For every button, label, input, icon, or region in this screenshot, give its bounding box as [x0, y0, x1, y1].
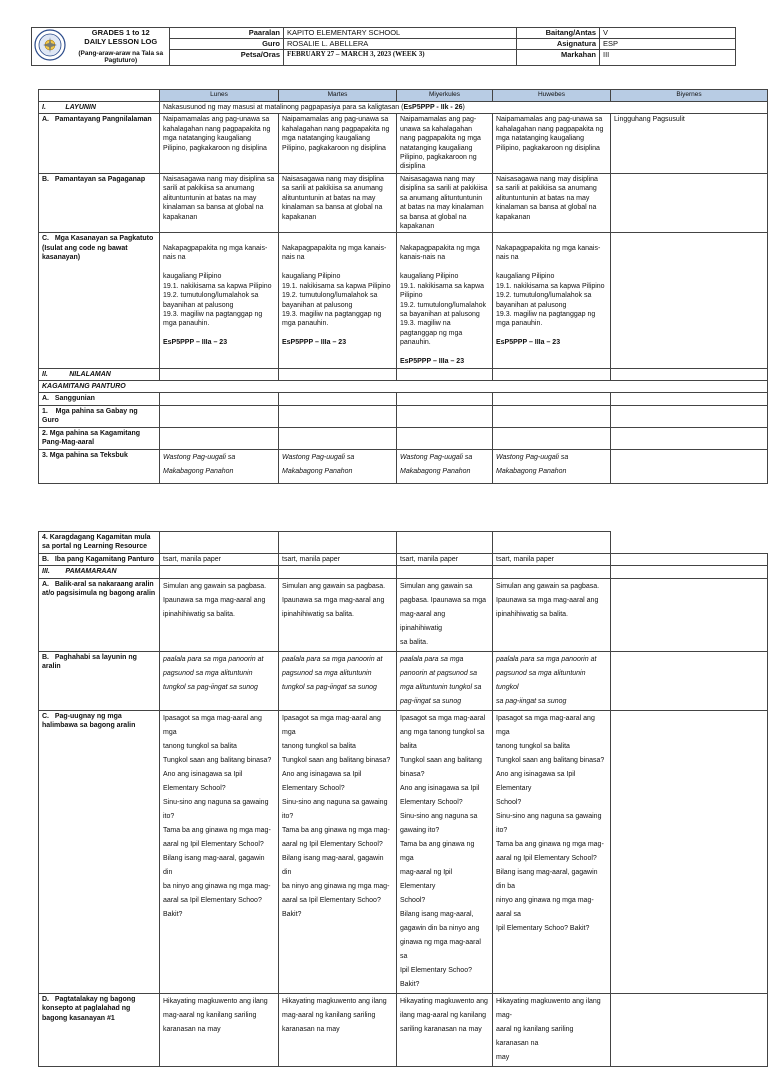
cell-line: Elementary School? [282, 784, 345, 792]
pb-m1: paalala para sa mga panoorin at [282, 655, 383, 663]
pc-martes [279, 710, 397, 993]
c-k2: 19.2. tumutulong/lumalahok sa bayanihan at palusong [163, 292, 259, 309]
cell-line: Tama ba ang ginawa ng mga mag- [163, 826, 271, 834]
cell-line: aaral ng Ipil Elementary School? [163, 840, 264, 848]
pa-l1: Simulan ang gawain sa pagbasa. [163, 582, 267, 590]
a-biyernes: Lingguhang Pagsusulit [611, 114, 768, 174]
layunin-title: LAYUNIN [65, 103, 96, 111]
lesson-table-part2 [38, 531, 768, 1067]
nilalaman-num: II. [42, 370, 48, 378]
asignatura-label: Asignatura [517, 39, 600, 50]
c-miyerkules [397, 233, 493, 368]
c-k1-2: 19.1. nakikisama sa kapwa Pilipino [282, 282, 391, 290]
pd-l3: karanasan na may [163, 1025, 221, 1033]
day-biyernes: Biyernes [611, 90, 768, 102]
pb-w4: pag-iingat sa sunog [400, 697, 462, 705]
markahan-label: Markahan [517, 50, 600, 66]
pc-title: Pag-uugnay ng mga halimbawa sa bagong aralin [42, 712, 136, 730]
pa-huwebes [493, 578, 611, 651]
pd-label: D. [42, 995, 49, 1003]
cell-line: Bakit? [282, 910, 302, 918]
petsa-label: Petsa/Oras [170, 50, 284, 66]
cell-line: ba ninyo ang ginawa ng mga mag- [282, 882, 390, 890]
pb-l2: pagsunod sa mga alituntunin [163, 669, 253, 677]
c-code-3: EsP5PPP – IIIa – 23 [400, 358, 465, 366]
teksbuk-l2: Makabagong Panahon [163, 467, 234, 475]
cell-line: balita [400, 742, 417, 750]
pd-l1: Hikayating magkuwento ang ilang [163, 997, 268, 1005]
c-k2-4: 19.2. tumutulong/lumalahok sa bayanihan at palusong [496, 292, 592, 309]
pb-martes [279, 651, 397, 710]
pd-m1: Hikayating magkuwento ang ilang [282, 997, 387, 1005]
c-lunes [160, 233, 279, 368]
b-huwebes: Naisasagawa nang may disiplina sa sarili at pakikiisa sa anumang alituntuntunin at batas na may kinalaman sa bansa at global na kapakanan [493, 173, 611, 233]
cell-line: Ano ang isinagawa sa Ipil [400, 784, 480, 792]
teksbuk-title: 3. Mga pahina sa Teksbuk [39, 449, 160, 483]
pb-m3: tungkol sa pag-iingat sa sunog [282, 683, 377, 691]
cell-line: Tama ba ang ginawa ng mga mag- [496, 840, 604, 848]
teksbuk-martes [279, 449, 397, 483]
teksbuk-w2: Makabagong Panahon [400, 467, 471, 475]
cell-line: Bilang isang mag-aaral, gagawin din [282, 854, 384, 876]
pa-h1: Simulan ang gawain sa pagbasa. [496, 582, 600, 590]
kagamitan-heading: KAGAMITANG PANTURO [39, 381, 768, 393]
c-title: Mga Kasanayan sa Pagkatuto (Isulat ang code ng bawat kasanayan) [42, 235, 154, 262]
paaralan-value: KAPITO ELEMENTARY SCHOOL [284, 28, 517, 39]
cell-line: ninyo ang ginawa ng mga mag-aaral sa [496, 896, 594, 918]
title-dll: DAILY LESSON LOG [84, 37, 158, 46]
cell-line: Bilang isang mag-aaral, gagawin din ba [496, 868, 598, 890]
a-lunes: Naipamamalas ang pag-unawa sa kahalagahan nang pagpapakita ng mga natatanging kaugaliang Pilipino, pagkakaroon ng disiplina [160, 114, 279, 174]
layunin-num: I. [42, 103, 46, 111]
cell-line: tanong tungkol sa balita [163, 742, 237, 750]
cell-line: Ipil Elementary Schoo? Bakit? [496, 924, 590, 932]
cell-line: Tungkol saan ang balitang binasa? [163, 756, 272, 764]
pd-m3: karanasan na may [282, 1025, 340, 1033]
b-title: Pamantayan sa Pagaganap [54, 175, 146, 183]
a-miyerkules: Naipamamalas ang pag-unawa sa kahalagahan nang pagpapakita ng mga natatanging kaugaliang Pilipino, pagkakaroon ng disiplina [397, 114, 493, 174]
pa-lunes [160, 578, 279, 651]
c-k1-3: 19.1. nakikisama sa kapwa Pilipino [400, 282, 485, 300]
pd-martes [279, 993, 397, 1066]
day-huwebes: Huwebes [493, 90, 611, 102]
c-k3-2: 19.3. magiliw na pagtanggap ng mga panauhin. [282, 310, 382, 328]
pb-w3: mga alituntunin tungkol sa [400, 683, 482, 691]
c-code-2: EsP5PPP – IIIa – 23 [282, 339, 347, 347]
pamamaraan-title: PAMAMARAAN [65, 568, 117, 576]
pa-title: Balik-aral sa nakaraang aralin at/o pagsisimula ng bagong aralin [42, 580, 156, 598]
iba-label: B. [42, 555, 49, 563]
c-huwebes [493, 233, 611, 368]
layunin-row [160, 101, 768, 113]
markahan-value: III [600, 50, 736, 66]
cell-line: Sinu-sino ang naguna sa [400, 812, 478, 820]
cell-line: Elementary School? [163, 784, 226, 792]
cell-line: aaral sa Ipil Elementary Schoo? [163, 896, 262, 904]
pa-miyerkules [397, 578, 493, 651]
guro-label: Guro [170, 39, 284, 50]
cell-line: ba ninyo ang ginawa ng mga mag- [163, 882, 271, 890]
c-k3-3: 19.3. magiliw na pagtanggap ng mga panauhin. [400, 320, 463, 347]
pa-m2: Ipaunawa sa mga mag-aaral ang [282, 596, 385, 604]
cell-line: ang mga tanong tungkol sa [400, 728, 485, 736]
pd-h1: Hikayating magkuwento ang ilang mag- [496, 997, 601, 1019]
b-martes: Naisasagawa nang may disiplina sa sarili at pakikiisa sa anumang alituntuntunin at batas na may kinalaman sa bansa at global na kapakanan [279, 173, 397, 233]
c-k-4: kaugaliang Pilipino [496, 273, 555, 281]
c-k3: 19.3. magiliw na pagtanggap ng mga panauhin. [163, 310, 263, 328]
pa-m3: ipinahihiwatig sa balita. [282, 610, 354, 618]
cell-line: Ano ang isinagawa sa Ipil Elementary [496, 770, 576, 792]
title-grades: GRADES 1 to 12 [91, 28, 150, 37]
teksbuk-miyerkules [397, 449, 493, 483]
iba-lunes: tsart, manila paper [160, 553, 279, 565]
cell-line: gawaing ito? [400, 826, 440, 834]
petsa-value: FEBRUARY 27 – MARCH 3, 2023 (WEEK 3) [284, 50, 517, 66]
lesson-table-part1 [38, 89, 768, 484]
pb-lunes [160, 651, 279, 710]
pb-miyerkules [397, 651, 493, 710]
c-intro-4: Nakapagpapakita ng mga kanais-nais na [496, 244, 601, 262]
c-intro-3: Nakapagpapakita ng mga kanais-nais na [400, 244, 480, 262]
pb-h1: paalala para sa mga panoorin at [496, 655, 597, 663]
cell-line: Tungkol saan ang balitang binasa? [282, 756, 391, 764]
pa-h2: Ipaunawa sa mga mag-aaral ang [496, 596, 599, 604]
c-intro: Nakapagpapakita ng mga kanais-nais na [163, 244, 268, 262]
pc-miyerkules [397, 710, 493, 993]
pb-title: Paghahabi sa layunin ng aralin [42, 653, 137, 671]
header-table [31, 27, 736, 66]
cell-line: Sinu-sino ang naguna sa gawaing [282, 798, 388, 806]
pd-miyerkules [397, 993, 493, 1066]
cell-line: Tama ba ang ginawa ng mga [400, 840, 475, 862]
sanggunian-title: Sanggunian [54, 395, 95, 403]
cell-line: Ipasagot sa mga mag-aaral ang mga [282, 714, 381, 736]
c-k-2: kaugaliang Pilipino [282, 273, 341, 281]
pa-w3: mag-aaral ang ipinahihiwatig [400, 610, 446, 632]
cell-line: Tungkol saan ang balitang binasa? [496, 756, 605, 764]
cell-line: School? [400, 896, 426, 904]
teksbuk-w1: Wastong Pag-uugali sa [400, 453, 473, 461]
pb-m2: pagsunod sa mga alituntunin [282, 669, 372, 677]
pd-lunes [160, 993, 279, 1066]
b-lunes: Naisasagawa nang may disiplina sa sarili at pakikiisa sa anumang alituntuntunin at batas na may kinalaman sa bansa at global na kapakanan [160, 173, 279, 233]
pamamaraan-num: III. [42, 568, 50, 576]
c-k1-4: 19.1. nakikisama sa kapwa Pilipino [496, 282, 605, 290]
cell-line: ito? [282, 812, 294, 820]
c-intro-2: Nakapagpapakita ng mga kanais-nais na [282, 244, 387, 262]
pb-huwebes [493, 651, 611, 710]
pb-w1: paalala para sa mga [400, 655, 464, 663]
pa-w4: sa balita. [400, 638, 429, 646]
pc-lunes [160, 710, 279, 993]
iba-title: Iba pang Kagamitang Panturo [54, 555, 155, 563]
cell-line: Elementary School? [400, 798, 463, 806]
pd-w3: sariling karanasan na may [400, 1025, 482, 1033]
layunin-text: Nakasusunod ng may masusi at matalinong pagpapasiya para sa kaligtasan ( [163, 103, 404, 111]
cell-line: mag-aaral ng Ipil Elementary [400, 868, 453, 890]
a-huwebes: Naipamamalas ang pag-unawa sa kahalagahan nang pagpapakita ng mga natatanging kaugaliang Pilipino, pagkakaroon ng disiplina [493, 114, 611, 174]
pd-w2: ilang mag-aaral ng kanilang [400, 1011, 486, 1019]
nilalaman-title: NILALAMAN [69, 370, 111, 378]
pa-w1: Simulan ang gawain sa [400, 582, 473, 590]
pb-h3: sa pag-iingat sa sunog [496, 697, 567, 705]
c-label: C. [42, 235, 49, 243]
cell-line: Ipasagot sa mga mag-aaral ang mga [496, 714, 595, 736]
cell-line: Tama ba ang ginawa ng mga mag- [282, 826, 390, 834]
cell-line: ito? [163, 812, 175, 820]
cell-line: aaral ng Ipil Elementary School? [282, 840, 383, 848]
cell-line: gagawin din ba ninyo ang [400, 924, 480, 932]
c-k2-3: 19.2. tumutulong/lumalahok sa bayanihan at palusong [400, 301, 486, 318]
a-label: A. [42, 116, 49, 124]
cell-line: Ano ang isinagawa sa Ipil [163, 770, 243, 778]
layunin-close: ) [462, 103, 465, 111]
pd-l2: mag-aaral ng kanilang sariling [163, 1011, 257, 1019]
cell-line: Tungkol saan ang balitang [400, 756, 482, 764]
cell-line: Bakit? [163, 910, 183, 918]
pb-l3: tungkol sa pag-iingat sa sunog [163, 683, 258, 691]
c-k2-2: 19.2. tumutulong/lumalahok sa bayanihan at palusong [282, 292, 378, 309]
c-k-3: kaugaliang Pilipino [400, 273, 459, 281]
teksbuk-m1: Wastong Pag-uugali sa [282, 453, 355, 461]
cell-line: Sinu-sino ang naguna sa gawaing ito? [496, 812, 602, 834]
pc-huwebes [493, 710, 611, 993]
teksbuk-m2: Makabagong Panahon [282, 467, 353, 475]
teksbuk-huwebes: Wastong Pag-uugali sa Makabagong Panahon [493, 449, 611, 483]
sanggunian-label: A. [42, 395, 49, 403]
cell-line: Bilang isang mag-aaral, [400, 910, 474, 918]
baitang-label: Baitang/Antas [517, 28, 600, 39]
b-miyerkules: Naisasagawa nang may disiplina sa sarili at pakikiisa sa anumang alituntuntunin at batas na may kinalaman sa bansa at global na kapakanan [397, 173, 493, 233]
cell-line: tanong tungkol sa balita [282, 742, 356, 750]
cell-line: ginawa ng mga mag-aaral sa [400, 938, 481, 960]
pb-h2: pagsunod sa mga alituntunin tungkol [496, 669, 586, 691]
iba-huwebes: tsart, manila paper [493, 553, 611, 565]
asignatura-value: ESP [600, 39, 736, 50]
cell-line: tanong tungkol sa balita [496, 742, 570, 750]
cell-line: Ipil Elementary Schoo? Bakit? [400, 966, 472, 988]
iba-martes: tsart, manila paper [279, 553, 397, 565]
pd-w1: Hikayating magkuwento ang [400, 997, 488, 1005]
cell-line: Bilang isang mag-aaral, gagawin din [163, 854, 265, 876]
guro-value: ROSALIE L. ABELLERA [284, 39, 517, 50]
iba-miyerkules: tsart, manila paper [397, 553, 493, 565]
day-martes: Martes [279, 90, 397, 102]
c-martes [279, 233, 397, 368]
pd-h3: may [496, 1053, 510, 1061]
pa-label: A. [42, 580, 49, 588]
teksbuk-lunes [160, 449, 279, 483]
a-martes: Naipamamalas ang pag-unawa sa kahalagahan nang pagpapakita ng mga natatanging kaugaliang Pilipino, pagkakaroon ng disiplina [279, 114, 397, 174]
paaralan-label: Paaralan [170, 28, 284, 39]
gabay-title: Mga pahina sa Gabay ng Guro [42, 407, 138, 425]
pd-h2: aaral ng kanilang sariling karanasan na [496, 1025, 574, 1047]
b-label: B. [42, 175, 49, 183]
teksbuk-l1: Wastong Pag-uugali sa [163, 453, 236, 461]
cell-line: binasa? [400, 770, 425, 778]
pa-martes [279, 578, 397, 651]
c-code: EsP5PPP – IIIa – 23 [163, 339, 228, 347]
gabay-label: 1. [42, 407, 48, 415]
pa-l2: Ipaunawa sa mga mag-aaral ang [163, 596, 266, 604]
cell-line: aaral sa Ipil Elementary Schoo? [282, 896, 381, 904]
a-title: Pamantayang Pangnilalaman [54, 116, 152, 124]
c-k3-4: 19.3. magiliw na pagtanggap ng mga panauhin. [496, 310, 596, 328]
c-k1: 19.1. nakikisama sa kapwa Pilipino [163, 282, 272, 290]
pd-title: Pagtatalakay ng bagong konsepto at paglalahad ng bagong kasanayan #1 [42, 995, 136, 1022]
pa-m1: Simulan ang gawain sa pagbasa. [282, 582, 386, 590]
pa-w2: pagbasa. Ipaunawa sa mga [400, 596, 487, 604]
cell-line: School? [496, 798, 522, 806]
c-k: kaugaliang Pilipino [163, 273, 222, 281]
pa-h3: ipinahihiwatig sa balita. [496, 610, 568, 618]
portal-title: 4. Karagdagang Kagamitan mula sa portal ng Learning Resource [39, 532, 160, 554]
cell-line: Ipasagot sa mga mag-aaral ang mga [163, 714, 262, 736]
kagamitang-pang: 2. Mga pahina sa Kagamitang Pang-Mag-aaral [39, 427, 160, 449]
subtitle: (Pang-araw-araw na Tala sa Pagtuturo) [73, 50, 170, 66]
pa-l3: ipinahihiwatig sa balita. [163, 610, 235, 618]
pd-m2: mag-aaral ng kanilang sariling [282, 1011, 376, 1019]
cell-line: Ano ang isinagawa sa Ipil [282, 770, 362, 778]
pb-w2: panoorin at pagsunod sa [400, 669, 478, 677]
layunin-code: EsP5PPP - IIk - 26 [403, 103, 463, 111]
cell-line: Ipasagot sa mga mag-aaral [400, 714, 486, 722]
c-code-4: EsP5PPP – IIIa – 23 [496, 339, 561, 347]
pc-label: C. [42, 712, 49, 720]
baitang-value: V [600, 28, 736, 39]
pb-label: B. [42, 653, 49, 661]
cell-line: aaral ng Ipil Elementary School? [496, 854, 597, 862]
pb-l1: paalala para sa mga panoorin at [163, 655, 264, 663]
pd-huwebes [493, 993, 611, 1066]
day-miyerkules: Miyerkules [397, 90, 493, 102]
cell-line: Sinu-sino ang naguna sa gawaing [163, 798, 269, 806]
day-lunes: Lunes [160, 90, 279, 102]
